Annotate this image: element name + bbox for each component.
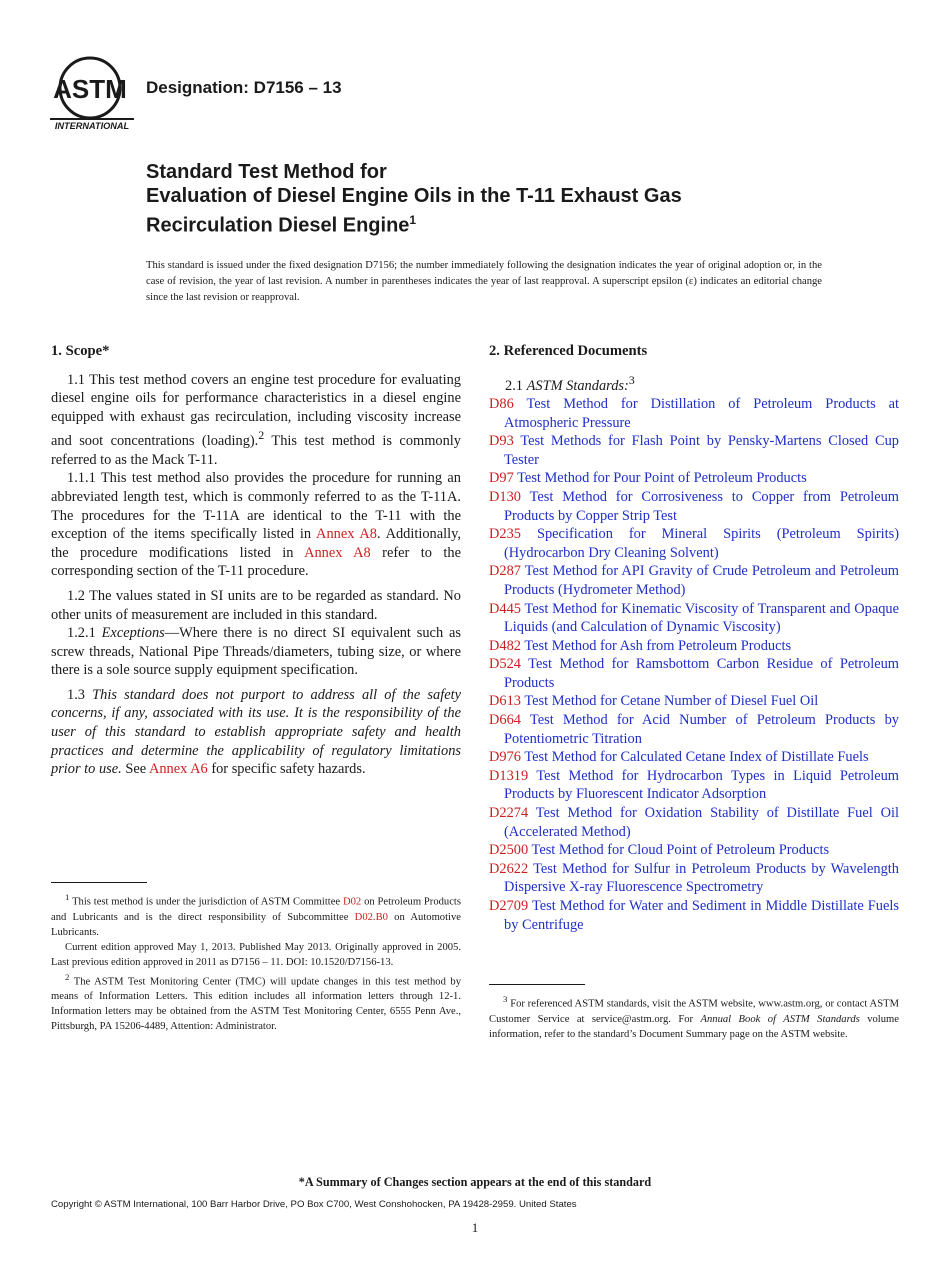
page-number: 1 — [471, 1220, 479, 1235]
reference-code-link[interactable]: D2622 — [489, 860, 529, 877]
reference-item — [489, 655, 899, 692]
astm-logo — [50, 52, 134, 132]
copyright: Copyright © ASTM International, 100 Barr Harbor Drive, PO Box C700, West Conshohocken, PA 19428-2959. United States — [51, 1199, 577, 1210]
footnote-2: $^2$ The ASTM Test Monitoring Center (TMC) will update changes in this test method by means of Information Letters. This edition includes all information letters through 12-1. Information letters may be obtained from the ASTM Test Monitoring Center, 6555 Penn Ave., Pittsburgh, PA 15206-4489, Attention: Administrator. — [51, 971, 461, 1033]
reference-code-link[interactable]: D93 — [489, 433, 514, 450]
astm-standards-subheading: 2.1 ASTM Standards:$^3$ — [505, 372, 635, 394]
reference-item — [489, 897, 899, 934]
title-line-1: Standard Test Method for — [146, 161, 387, 183]
reference-title-link[interactable]: Test Method for Sulfur in Petroleum Products by Wavelength Dispersive X-ray Fluorescence Spectrometry — [504, 860, 899, 896]
reference-code-link[interactable]: D235 — [489, 526, 521, 543]
reference-title-link[interactable]: Test Method for Cetane Number of Diesel Fuel Oil — [524, 693, 819, 710]
annex-a8-link[interactable]: Annex A8 — [316, 526, 377, 543]
reference-item — [489, 748, 899, 767]
logo-subtext: INTERNATIONAL — [54, 121, 130, 131]
reference-title-link[interactable]: Test Methods for Flash Point by Pensky-Martens Closed Cup Tester — [504, 433, 899, 468]
scope-section — [51, 342, 461, 779]
reference-item — [489, 767, 899, 804]
reference-title-link[interactable]: Test Method for Distillation of Petroleum Products at Atmospheric Pressure — [504, 395, 899, 431]
reference-title-link[interactable]: Test Method for Water and Sediment in Middle Distillate Fuels by Centrifuge — [504, 898, 899, 933]
reference-title-link[interactable]: Test Method for Ash from Petroleum Products — [524, 637, 792, 654]
para-1-1: 1.1 This test method covers an engine test procedure for evaluating diesel engine oils for performance characteristics in a diesel engine equipped with exhaust gas recirculation, including viscosity increase and soot concentrations (loading).$^2$ This test method is commonly referred to as the Mack T-11. — [51, 371, 461, 468]
reference-item — [489, 395, 899, 432]
reference-title-link[interactable]: Test Method for Oxidation Stability of Distillate Fuel Oil (Accelerated Method) — [504, 805, 899, 840]
reference-item — [489, 711, 899, 748]
reference-title-link[interactable]: Test Method for Corrosiveness to Copper from Petroleum Products by Copper Strip Test — [504, 488, 899, 524]
footnote-1: $^1$ This test method is under the jurisdiction of ASTM Committee D02 on Petroleum Products and Lubricants and is the direct responsibility of Subcommittee D02.B0 on Automotive Lubricants. — [51, 892, 461, 938]
reference-item — [489, 860, 899, 897]
reference-item — [489, 562, 899, 599]
references-heading: 2. Referenced Documents — [489, 343, 648, 359]
reference-code-link[interactable]: D97 — [489, 470, 514, 487]
reference-code-link[interactable]: D86 — [489, 395, 514, 412]
annex-a6-link[interactable]: Annex A6 — [148, 761, 208, 778]
reference-item — [489, 525, 899, 562]
para-1-3: 1.3 This standard does not purport to address all of the safety concerns, if any, associated with its use. It is the responsibility of the user of this standard to establish appropriate safety and health practices and determine the applicability of regulatory limitations prior to use. See Annex A6 for specific safety hazards. — [51, 686, 461, 778]
reference-code-link[interactable]: D524 — [489, 656, 521, 673]
document-title — [146, 160, 906, 238]
scope-heading: 1. Scope* — [51, 343, 110, 359]
reference-code-link[interactable]: D2709 — [489, 898, 529, 915]
reference-item — [489, 600, 899, 637]
reference-code-link[interactable]: D2274 — [489, 805, 529, 822]
reference-title-link[interactable]: Test Method for Calculated Cetane Index of Distillate Fuels — [524, 749, 869, 766]
reference-code-link[interactable]: D613 — [489, 693, 521, 710]
committee-d02-link[interactable]: D02 — [342, 896, 362, 908]
reference-title-link[interactable]: Test Method for API Gravity of Crude Petroleum and Petroleum Products (Hydrometer Method) — [504, 563, 899, 598]
reference-code-link[interactable]: D130 — [489, 488, 521, 505]
reference-code-link[interactable]: D287 — [489, 563, 521, 580]
footnote-3: $^3$ For referenced ASTM standards, visit the ASTM website, www.astm.org, or contact ASTM Customer Service at service@astm.org. For Annual Book of ASTM Standards volume information, refer to the standard’s Document Summary page on the ASTM website. — [489, 994, 899, 1040]
reference-title-link[interactable]: Test Method for Kinematic Viscosity of Transparent and Opaque Liquids (and Calculation of Dynamic Viscosity) — [504, 600, 900, 636]
summary-of-changes-note: *A Summary of Changes section appears at the end of this standard — [298, 1175, 652, 1189]
footnotes-left — [51, 890, 461, 1034]
reference-code-link[interactable]: D664 — [489, 712, 521, 729]
reference-code-link[interactable]: D482 — [489, 637, 521, 654]
reference-title-link[interactable]: Test Method for Hydrocarbon Types in Liquid Petroleum Products by Fluorescent Indicator Adsorption — [504, 767, 899, 803]
reference-item — [489, 488, 899, 525]
reference-code-link[interactable]: D1319 — [489, 767, 529, 784]
para-1-2-1: 1.2.1 Exceptions—Where there is no direct SI equivalent such as screw threads, National Pipe Threads/diameters, tubing size, or where there is a sole source supply equipment specification. — [51, 625, 461, 679]
para-1-2: 1.2 The values stated in SI units are to be regarded as standard. No other units of measurement are included in this standard. — [51, 587, 461, 623]
reference-item — [489, 637, 899, 656]
reference-code-link[interactable]: D445 — [489, 600, 521, 617]
issued-note: This standard is issued under the fixed designation D7156; the number immediately following the designation indicates the year of original adoption or, in the case of revision, the year of last revision. A number in parentheses indicates the year of last reapproval. A superscript epsilon (ε) indicates an editorial change since the last revision or reapproval. — [146, 260, 822, 303]
reference-item — [489, 692, 899, 711]
reference-item — [489, 469, 899, 488]
reference-title-link[interactable]: Test Method for Acid Number of Petroleum Products by Potentiometric Titration — [504, 712, 899, 747]
reference-code-link[interactable]: D976 — [489, 749, 521, 766]
footnote-1-edition: Current edition approved May 1, 2013. Published May 2013. Originally approved in 2005. Last previous edition approved in 2011 as D7156 – 11. DOI: 10.1520/D7156-13. — [51, 941, 461, 968]
references-section — [489, 342, 899, 934]
reference-item — [489, 432, 899, 469]
reference-list — [489, 395, 899, 934]
footnote-rule-left — [51, 882, 147, 883]
reference-title-link[interactable]: Test Method for Pour Point of Petroleum Products — [517, 470, 807, 487]
reference-title-link[interactable]: Test Method for Ramsbottom Carbon Residue of Petroleum Products — [504, 656, 899, 691]
logo-mark: ASTM — [53, 74, 127, 104]
footnotes-right — [489, 992, 899, 1042]
para-1-1-1: 1.1.1 This test method also provides the procedure for running an abbreviated length test, which is commonly referred to as the T-11A. The procedures for the T-11A are identical to the T-11 with the exception of the items specifically listed in Annex A8. Additionally, the procedure modifications listed in Annex A8 refer to the corresponding section of the T-11 procedure. — [51, 470, 462, 580]
reference-title-link[interactable]: Test Method for Cloud Point of Petroleum Products — [531, 842, 830, 859]
reference-title-link[interactable]: Specification for Mineral Spirits (Petroleum Spirits) (Hydrocarbon Dry Cleaning Solvent) — [504, 526, 899, 561]
reference-item — [489, 804, 899, 841]
reference-item — [489, 841, 899, 860]
title-line-2: Evaluation of Diesel Engine Oils in the T-11 Exhaust Gas — [146, 185, 682, 207]
footnote-rule-right — [489, 984, 585, 985]
title-footnote-mark: 1 — [409, 213, 417, 227]
designation: Designation: D7156 – 13 — [146, 78, 342, 97]
annex-a8-link-2[interactable]: Annex A8 — [304, 544, 371, 561]
reference-code-link[interactable]: D2500 — [489, 842, 529, 859]
subcommittee-d02b0-link[interactable]: D02.B0 — [354, 911, 388, 923]
title-line-3: Recirculation Diesel Engine$^1$ — [146, 213, 417, 237]
